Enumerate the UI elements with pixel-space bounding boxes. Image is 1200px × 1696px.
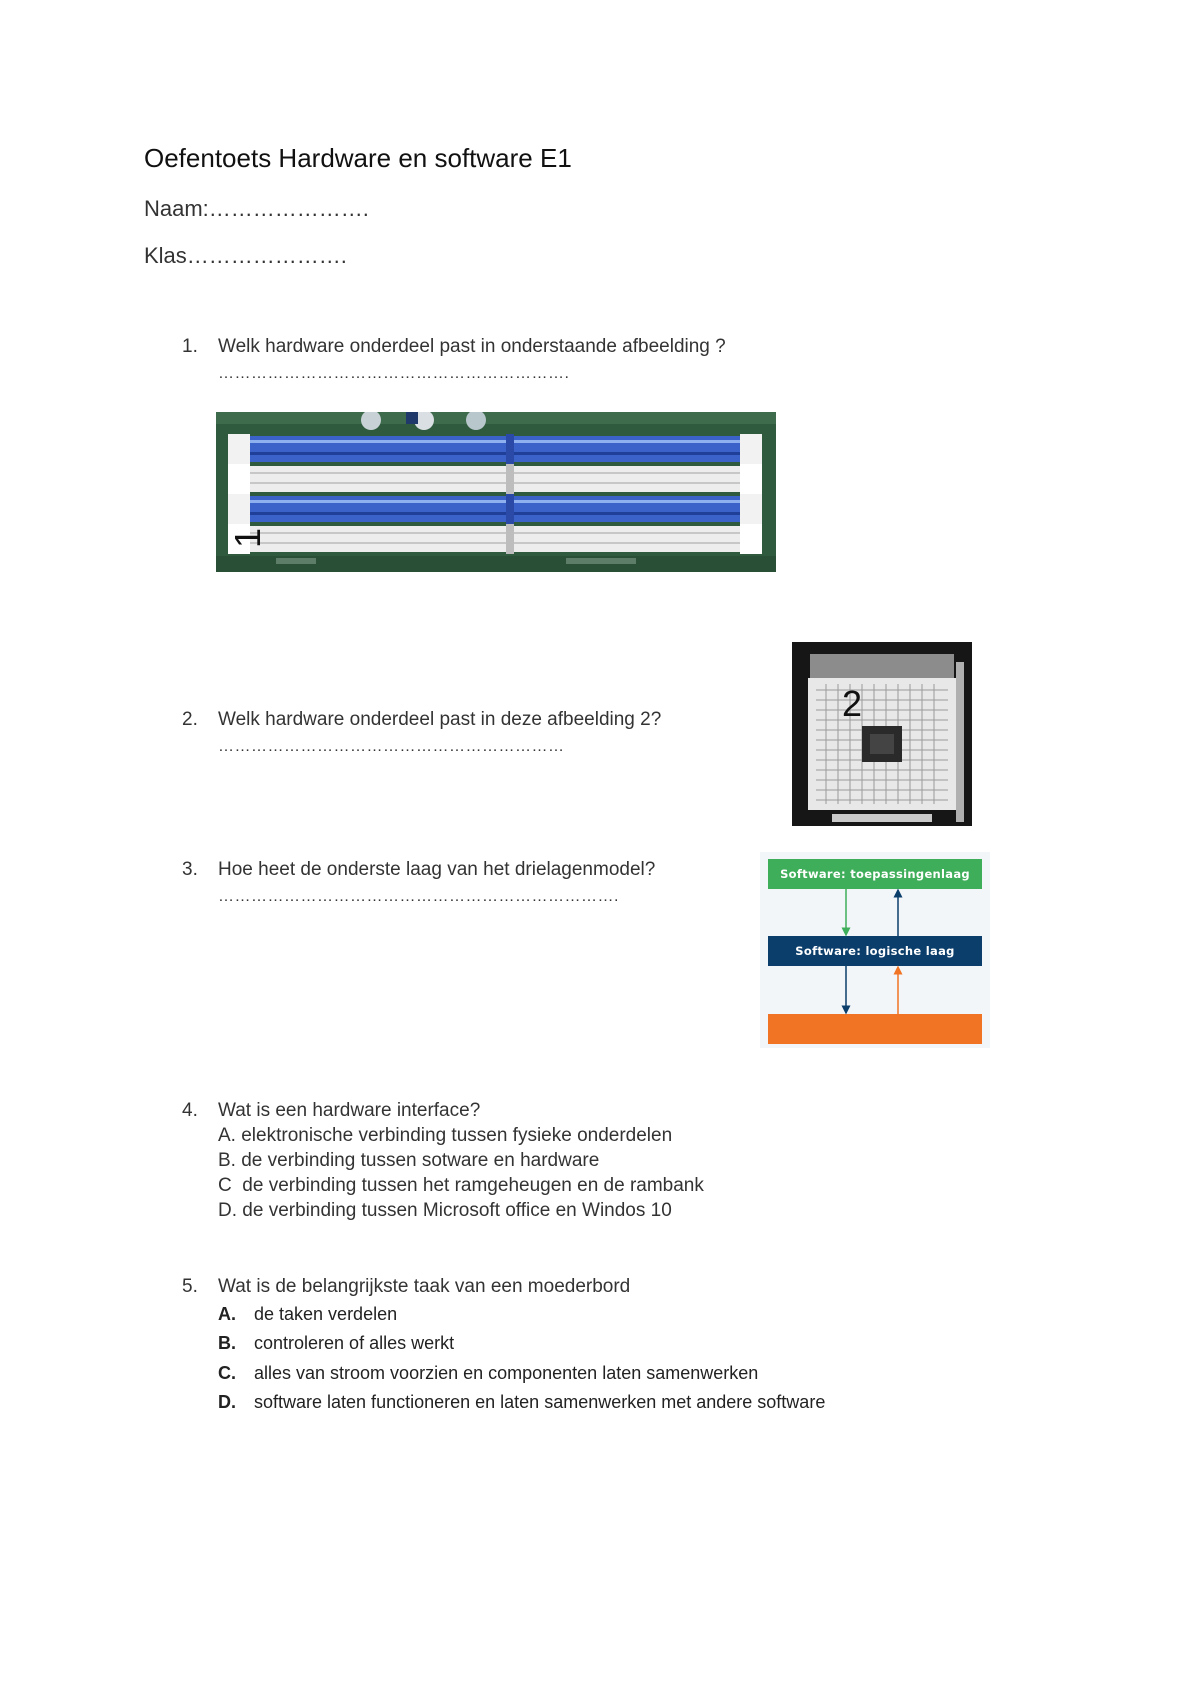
option-text: software laten functioneren en laten samenwerken met andere software	[254, 1392, 826, 1412]
question-text: Welk hardware onderdeel past in onderstaande afbeelding ?	[218, 336, 726, 357]
question-1	[182, 336, 882, 360]
question-number: 5.	[182, 1276, 198, 1297]
q4-option-a: A. elektronische verbinding tussen fysieke onderdelen	[218, 1125, 673, 1146]
question-text: Hoe heet de onderste laag van het drielagenmodel?	[218, 859, 656, 880]
ram-slots-illustration	[216, 412, 776, 572]
question-3	[182, 859, 742, 883]
question-text: Welk hardware onderdeel past in deze afbeelding 2?	[218, 709, 662, 730]
question-2	[182, 709, 742, 733]
question-text: Wat is de belangrijkste taak van een moederbord	[218, 1276, 631, 1297]
question-5	[182, 1276, 882, 1300]
option-letter: D.	[218, 1392, 236, 1412]
ram-slots-image	[216, 412, 776, 572]
q5-option-c	[218, 1363, 1018, 1387]
layer-logic: Software: logische laag	[768, 936, 982, 966]
q4-option-d: D. de verbinding tussen Microsoft office en Windos 10	[218, 1200, 672, 1221]
q5-option-b	[218, 1333, 1018, 1357]
class-field: Klas………………….	[144, 243, 347, 268]
option-letter: C.	[218, 1363, 236, 1383]
option-text: alles van stroom voorzien en componenten laten samenwerken	[254, 1363, 759, 1383]
cpu-socket-image	[792, 642, 972, 826]
image-label-2: 2	[842, 683, 863, 724]
answer-line-3: ……………………………………………………………….	[218, 888, 619, 905]
question-number: 1.	[182, 336, 198, 357]
option-letter: B.	[218, 1333, 236, 1353]
layer-arrows	[760, 852, 990, 1048]
cpu-socket-illustration	[792, 642, 972, 826]
layer-application: Software: toepassingenlaag	[768, 859, 982, 889]
q4-option-c: C de verbinding tussen het ramgeheugen en de rambank	[218, 1175, 704, 1196]
answer-line-2: ………………………………………………………	[218, 738, 565, 755]
answer-line-1: ……………………………………………………….	[218, 365, 570, 382]
question-number: 4.	[182, 1100, 198, 1121]
option-text: controleren of alles werkt	[254, 1333, 455, 1353]
option-text: de taken verdelen	[254, 1304, 398, 1324]
q5-option-d	[218, 1392, 1018, 1416]
q5-option-a	[218, 1304, 1018, 1328]
question-number: 2.	[182, 709, 198, 730]
question-4	[182, 1100, 782, 1124]
image-label-1: 1	[227, 527, 269, 549]
question-text: Wat is een hardware interface?	[218, 1100, 481, 1121]
name-field: Naam:………………….	[144, 196, 369, 221]
three-layer-diagram	[760, 852, 990, 1048]
q4-option-b: B. de verbinding tussen sotware en hardware	[218, 1150, 600, 1171]
option-letter: A.	[218, 1304, 236, 1324]
question-number: 3.	[182, 859, 198, 880]
document-title: Oefentoets Hardware en software E1	[144, 143, 572, 173]
